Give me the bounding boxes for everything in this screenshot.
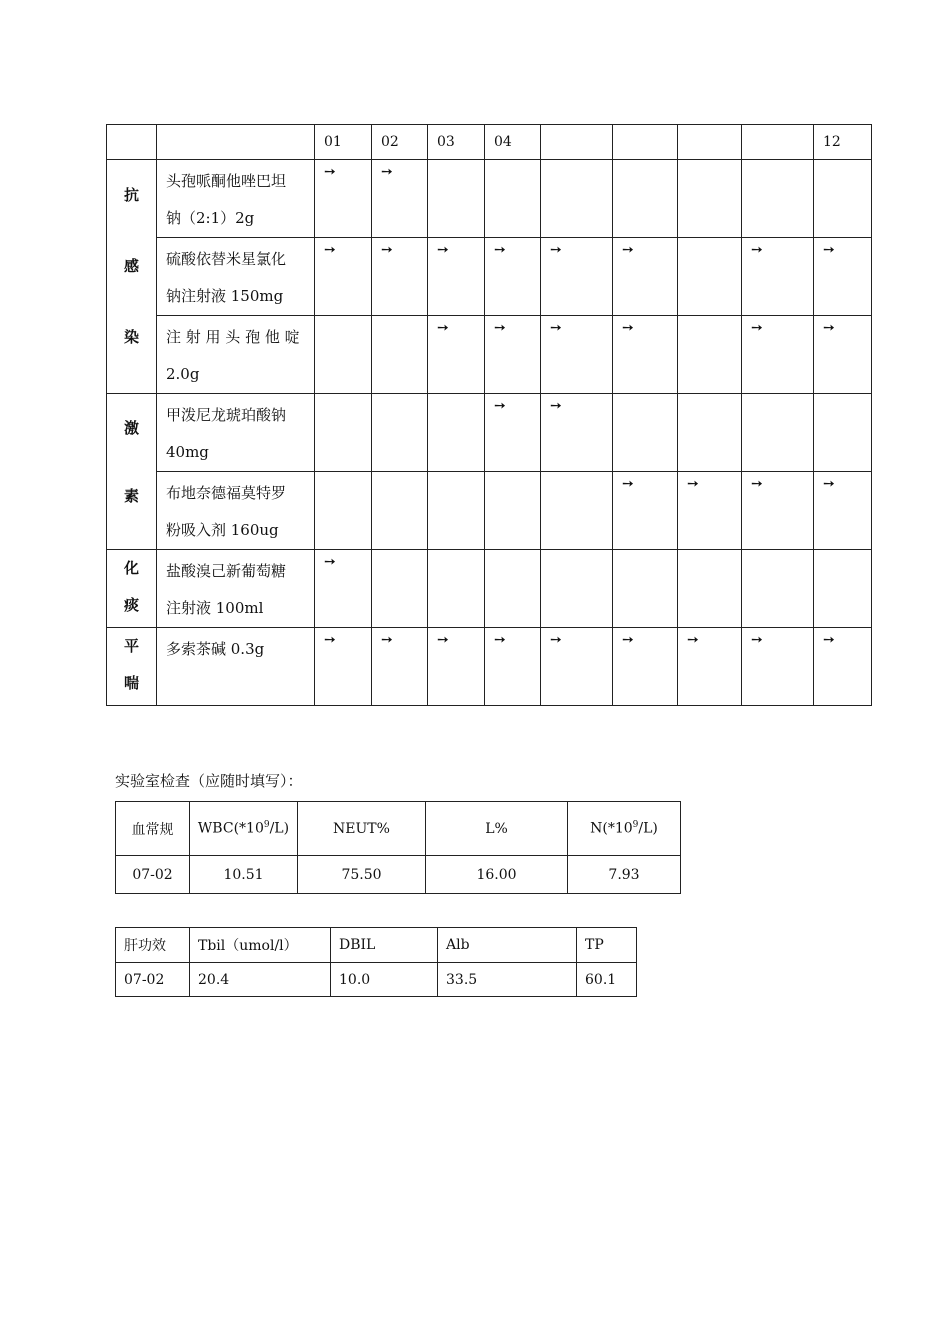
dose-arrow-cell bbox=[315, 550, 372, 628]
wbc-value: 10.51 bbox=[190, 856, 298, 894]
empty-day-cell bbox=[742, 160, 814, 238]
arrow-icon: ➙ bbox=[550, 632, 562, 648]
empty-day-cell bbox=[315, 472, 372, 550]
liver-header-row bbox=[116, 928, 637, 963]
neut-value: 75.50 bbox=[298, 856, 426, 894]
empty-day-cell bbox=[372, 472, 428, 550]
arrow-icon: ➙ bbox=[437, 320, 449, 336]
dose-arrow-cell bbox=[315, 628, 372, 706]
empty-day-cell bbox=[541, 472, 613, 550]
dose-arrow-cell bbox=[742, 472, 814, 550]
dose-arrow-cell bbox=[372, 160, 428, 238]
empty-day-cell bbox=[814, 394, 872, 472]
drug-name-line: 40mg bbox=[166, 443, 209, 461]
medication-row bbox=[107, 472, 872, 550]
dose-arrow-cell bbox=[541, 238, 613, 316]
empty-day-cell bbox=[541, 160, 613, 238]
day-header-cell: 01 bbox=[315, 125, 372, 160]
category-char: 痰 bbox=[123, 596, 139, 614]
blood-date-cell: 07-02 bbox=[116, 856, 190, 894]
arrow-icon: ➙ bbox=[494, 320, 506, 336]
tp-value: 60.1 bbox=[577, 963, 637, 997]
dose-arrow-cell bbox=[485, 238, 541, 316]
drug-name-line: 钠（2:1）2g bbox=[166, 209, 255, 227]
category-char: 激 bbox=[123, 419, 139, 437]
empty-day-cell bbox=[372, 550, 428, 628]
tbil-value: 20.4 bbox=[190, 963, 331, 997]
header-cell bbox=[157, 125, 315, 160]
empty-day-cell bbox=[613, 550, 678, 628]
medication-row bbox=[107, 394, 872, 472]
empty-day-cell bbox=[428, 160, 485, 238]
dose-arrow-cell bbox=[541, 628, 613, 706]
blood-routine-table bbox=[115, 801, 681, 894]
medication-chart-body bbox=[107, 125, 872, 706]
empty-day-cell bbox=[814, 160, 872, 238]
medication-row bbox=[107, 628, 872, 706]
dose-arrow-cell bbox=[541, 394, 613, 472]
day-header-cell bbox=[678, 125, 742, 160]
arrow-icon: ➙ bbox=[324, 632, 336, 648]
lab-section-heading: 实验室检查（应随时填写）： bbox=[115, 772, 303, 790]
dose-arrow-cell bbox=[678, 628, 742, 706]
category-char: 素 bbox=[123, 487, 139, 505]
medication-row bbox=[107, 316, 872, 394]
empty-day-cell bbox=[678, 550, 742, 628]
blood-header-row bbox=[116, 802, 681, 856]
arrow-icon: ➙ bbox=[823, 320, 835, 336]
dose-arrow-cell bbox=[814, 316, 872, 394]
day-header-cell bbox=[742, 125, 814, 160]
arrow-icon: ➙ bbox=[437, 632, 449, 648]
arrow-icon: ➙ bbox=[494, 632, 506, 648]
dose-arrow-cell bbox=[613, 472, 678, 550]
empty-day-cell bbox=[315, 316, 372, 394]
header-cell bbox=[107, 125, 157, 160]
day-header-cell: 12 bbox=[814, 125, 872, 160]
arrow-icon: ➙ bbox=[823, 476, 835, 492]
arrow-icon: ➙ bbox=[751, 632, 763, 648]
drug-name-cell bbox=[157, 160, 315, 238]
drug-name-cell bbox=[157, 472, 315, 550]
arrow-icon: ➙ bbox=[622, 632, 634, 648]
arrow-icon: ➙ bbox=[550, 320, 562, 336]
empty-day-cell bbox=[428, 550, 485, 628]
tbil-column-header: Tbil（umol/l） bbox=[190, 928, 331, 963]
lymph-value: 16.00 bbox=[426, 856, 568, 894]
arrow-icon: ➙ bbox=[437, 242, 449, 258]
day-header-row bbox=[107, 125, 872, 160]
drug-name-line: 2.0g bbox=[166, 365, 200, 383]
dose-arrow-cell bbox=[541, 316, 613, 394]
dose-arrow-cell bbox=[613, 628, 678, 706]
category-char: 化 bbox=[123, 559, 139, 577]
arrow-icon: ➙ bbox=[687, 632, 699, 648]
drug-category-cell bbox=[107, 550, 157, 628]
dose-arrow-cell bbox=[742, 238, 814, 316]
alb-value: 33.5 bbox=[438, 963, 577, 997]
empty-day-cell bbox=[742, 394, 814, 472]
liver-function-label: 肝功效 bbox=[116, 928, 190, 963]
arrow-icon: ➙ bbox=[751, 242, 763, 258]
empty-day-cell bbox=[485, 160, 541, 238]
drug-name-line: 盐酸溴己新葡萄糖 bbox=[166, 562, 287, 580]
medication-row bbox=[107, 550, 872, 628]
drug-category-cell bbox=[107, 628, 157, 706]
dbil-column-header: DBIL bbox=[331, 928, 438, 963]
empty-day-cell bbox=[613, 160, 678, 238]
empty-day-cell bbox=[814, 550, 872, 628]
day-header-cell: 03 bbox=[428, 125, 485, 160]
drug-category-cell bbox=[107, 394, 157, 550]
alb-column-header: Alb bbox=[438, 928, 577, 963]
liver-data-row bbox=[116, 963, 637, 997]
empty-day-cell bbox=[678, 394, 742, 472]
dose-arrow-cell bbox=[613, 238, 678, 316]
medication-row bbox=[107, 160, 872, 238]
dose-arrow-cell bbox=[315, 238, 372, 316]
arrow-icon: ➙ bbox=[494, 398, 506, 414]
dose-arrow-cell bbox=[742, 316, 814, 394]
arrow-icon: ➙ bbox=[494, 242, 506, 258]
blood-data-row bbox=[116, 856, 681, 894]
empty-day-cell bbox=[678, 160, 742, 238]
dose-arrow-cell bbox=[485, 394, 541, 472]
drug-name-line: 甲泼尼龙琥珀酸钠 bbox=[166, 406, 287, 424]
drug-name-line: 布地奈德福莫特罗 bbox=[166, 484, 287, 502]
medication-row bbox=[107, 238, 872, 316]
tp-column-header: TP bbox=[577, 928, 637, 963]
dose-arrow-cell bbox=[814, 238, 872, 316]
dose-arrow-cell bbox=[372, 238, 428, 316]
drug-name-cell bbox=[157, 394, 315, 472]
drug-name-line: 硫酸依替米星氯化 bbox=[166, 250, 287, 268]
category-char: 染 bbox=[123, 328, 139, 346]
drug-name-cell bbox=[157, 628, 315, 706]
arrow-icon: ➙ bbox=[550, 242, 562, 258]
arrow-icon: ➙ bbox=[324, 164, 336, 180]
day-header-cell: 04 bbox=[485, 125, 541, 160]
empty-day-cell bbox=[485, 550, 541, 628]
arrow-icon: ➙ bbox=[751, 476, 763, 492]
liver-function-table bbox=[115, 927, 637, 997]
day-header-cell bbox=[541, 125, 613, 160]
empty-day-cell bbox=[678, 238, 742, 316]
dose-arrow-cell bbox=[613, 316, 678, 394]
arrow-icon: ➙ bbox=[687, 476, 699, 492]
arrow-icon: ➙ bbox=[381, 242, 393, 258]
drug-category-cell bbox=[107, 160, 157, 394]
drug-name-line: 粉吸入剂 160ug bbox=[166, 521, 279, 539]
dose-arrow-cell bbox=[814, 472, 872, 550]
arrow-icon: ➙ bbox=[381, 632, 393, 648]
empty-day-cell bbox=[541, 550, 613, 628]
arrow-icon: ➙ bbox=[550, 398, 562, 414]
empty-day-cell bbox=[613, 394, 678, 472]
dose-arrow-cell bbox=[428, 316, 485, 394]
liver-date-cell: 07-02 bbox=[116, 963, 190, 997]
day-header-cell: 02 bbox=[372, 125, 428, 160]
drug-name-line bbox=[166, 668, 306, 705]
neut-count-column-header: $N(*10^9/L)$ bbox=[568, 802, 681, 856]
empty-day-cell bbox=[485, 472, 541, 550]
empty-day-cell bbox=[428, 394, 485, 472]
arrow-icon: ➙ bbox=[622, 242, 634, 258]
arrow-icon: ➙ bbox=[823, 632, 835, 648]
dose-arrow-cell bbox=[678, 472, 742, 550]
dbil-value: 10.0 bbox=[331, 963, 438, 997]
arrow-icon: ➙ bbox=[324, 242, 336, 258]
drug-name-line: 多索茶碱 0.3g bbox=[166, 640, 265, 658]
dose-arrow-cell bbox=[485, 316, 541, 394]
drug-name-cell bbox=[157, 550, 315, 628]
medication-chart bbox=[106, 124, 872, 706]
dose-arrow-cell bbox=[428, 238, 485, 316]
category-char: 抗 bbox=[123, 186, 139, 204]
lymph-column-header: L% bbox=[426, 802, 568, 856]
dose-arrow-cell bbox=[814, 628, 872, 706]
empty-day-cell bbox=[372, 316, 428, 394]
empty-day-cell bbox=[678, 316, 742, 394]
empty-day-cell bbox=[372, 394, 428, 472]
arrow-icon: ➙ bbox=[622, 476, 634, 492]
blood-routine-label: 血常规 bbox=[116, 802, 190, 856]
dose-arrow-cell bbox=[372, 628, 428, 706]
neut-count-value: 7.93 bbox=[568, 856, 681, 894]
category-char: 感 bbox=[123, 257, 139, 275]
wbc-column-header: $WBC(*10^9/L)$ bbox=[190, 802, 298, 856]
category-char: 平 bbox=[123, 637, 139, 655]
drug-name-line: 注 射 用 头 孢 他 啶 bbox=[166, 328, 300, 346]
arrow-icon: ➙ bbox=[324, 554, 336, 570]
day-header-cell bbox=[613, 125, 678, 160]
arrow-icon: ➙ bbox=[823, 242, 835, 258]
arrow-icon: ➙ bbox=[381, 164, 393, 180]
drug-name-line: 注射液 100ml bbox=[166, 599, 264, 617]
dose-arrow-cell bbox=[428, 628, 485, 706]
neut-column-header: NEUT% bbox=[298, 802, 426, 856]
dose-arrow-cell bbox=[315, 160, 372, 238]
arrow-icon: ➙ bbox=[622, 320, 634, 336]
arrow-icon: ➙ bbox=[751, 320, 763, 336]
dose-arrow-cell bbox=[485, 628, 541, 706]
drug-name-cell bbox=[157, 238, 315, 316]
drug-name-line: 钠注射液 150mg bbox=[166, 287, 284, 305]
empty-day-cell bbox=[315, 394, 372, 472]
empty-day-cell bbox=[428, 472, 485, 550]
drug-name-cell bbox=[157, 316, 315, 394]
drug-name-line: 头孢哌酮他唑巴坦 bbox=[166, 172, 287, 190]
dose-arrow-cell bbox=[742, 628, 814, 706]
empty-day-cell bbox=[742, 550, 814, 628]
category-char: 喘 bbox=[123, 674, 139, 692]
